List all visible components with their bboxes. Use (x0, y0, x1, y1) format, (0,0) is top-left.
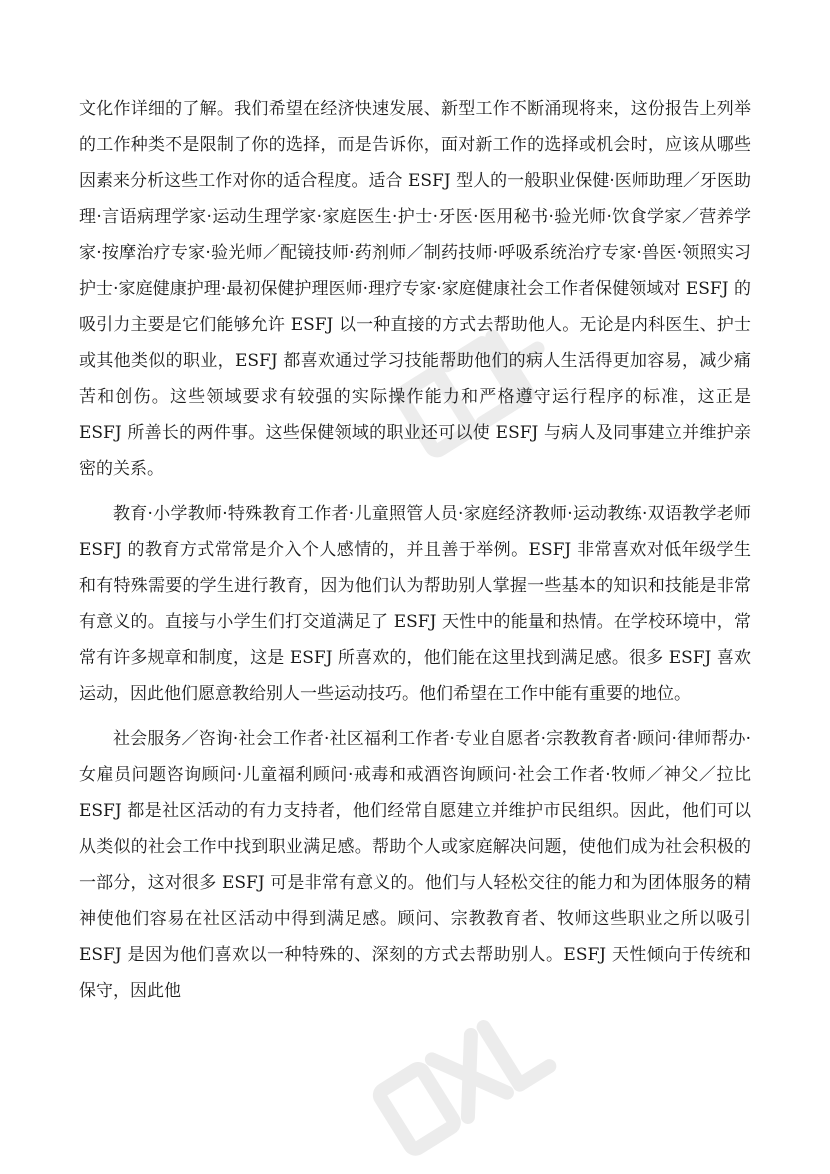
paragraph-education: 教育·小学教师·特殊教育工作者·儿童照管人员·家庭经济教师·运动教练·双语教学老师 ESFJ 的教育方式常常是介入个人感情的，并且善于举例。ESFJ 非常喜欢对低年级学生和有特殊需要的学生进行教育，因为他们认为帮助别人掌握一些基本的知识和技能是非常有意义的。直接与小学生们打交道满足了 ESFJ 天性中的能量和热情。在学校环境中，常常有许多规章和制度，这是 ESFJ 所喜欢的，他们能在这里找到满足感。很多 ESFJ 喜欢运动，因此他们愿意教给别人一些运动技巧。他们希望在工作中能有重要的地位。 (79, 504, 751, 704)
document-body (79, 91, 751, 1009)
paragraph-social-services: 社会服务／咨询·社会工作者·社区福利工作者·专业自愿者·宗教教育者·顾问·律师帮办·女雇员问题咨询顾问·儿童福利顾问·戒毒和戒酒咨询顾问·社会工作者·牧师／神父／拉比 ESFJ 都是社区活动的有力支持者，他们经常自愿建立并维护市民组织。因此，他们可以从类似的社会工作中找到职业满足感。帮助个人或家庭解决问题，使他们成为社会积极的一部分，这对很多 ESFJ 可是非常有意义的。他们与人轻松交往的能力和为团体服务的精神使他们容易在社区活动中得到满足感。顾问、宗教教育者、牧师这些职业之所以吸引 ESFJ 是因为他们喜欢以一种特殊的、深刻的方式去帮助别人。ESFJ 天性倾向于传统和保守，因此他 (79, 729, 751, 1001)
paragraph-healthcare: 文化作详细的了解。我们希望在经济快速发展、新型工作不断涌现将来，这份报告上列举的工作种类不是限制了你的选择，而是告诉你，面对新工作的选择或机会时，应该从哪些因素来分析这些工作对你的适合程度。适合 ESFJ 型人的一般职业保健·医师助理／牙医助理·言语病理学家·运动生理学家·家庭医生·护士·牙医·医用秘书·验光师·饮食学家／营养学家·按摩治疗专家·验光师／配镜技师·药剂师／制药技师·呼吸系统治疗专家·兽医·领照实习护士·家庭健康护理·最初保健护理医师·理疗专家·家庭健康社会工作者保健领域对 ESFJ 的吸引力主要是它们能够允许 ESFJ 以一种直接的方式去帮助他人。无论是内科医生、护士或其他类似的职业，ESFJ 都喜欢通过学习技能帮助他们的病人生活得更加容易，减少痛苦和创伤。这些领域要求有较强的实际操作能力和严格遵守运行程序的标准，这正是 ESFJ 所善长的两件事。这些保健领域的职业还可以使 ESFJ 与病人及同事建立并维护亲密的关系。 (79, 99, 751, 479)
